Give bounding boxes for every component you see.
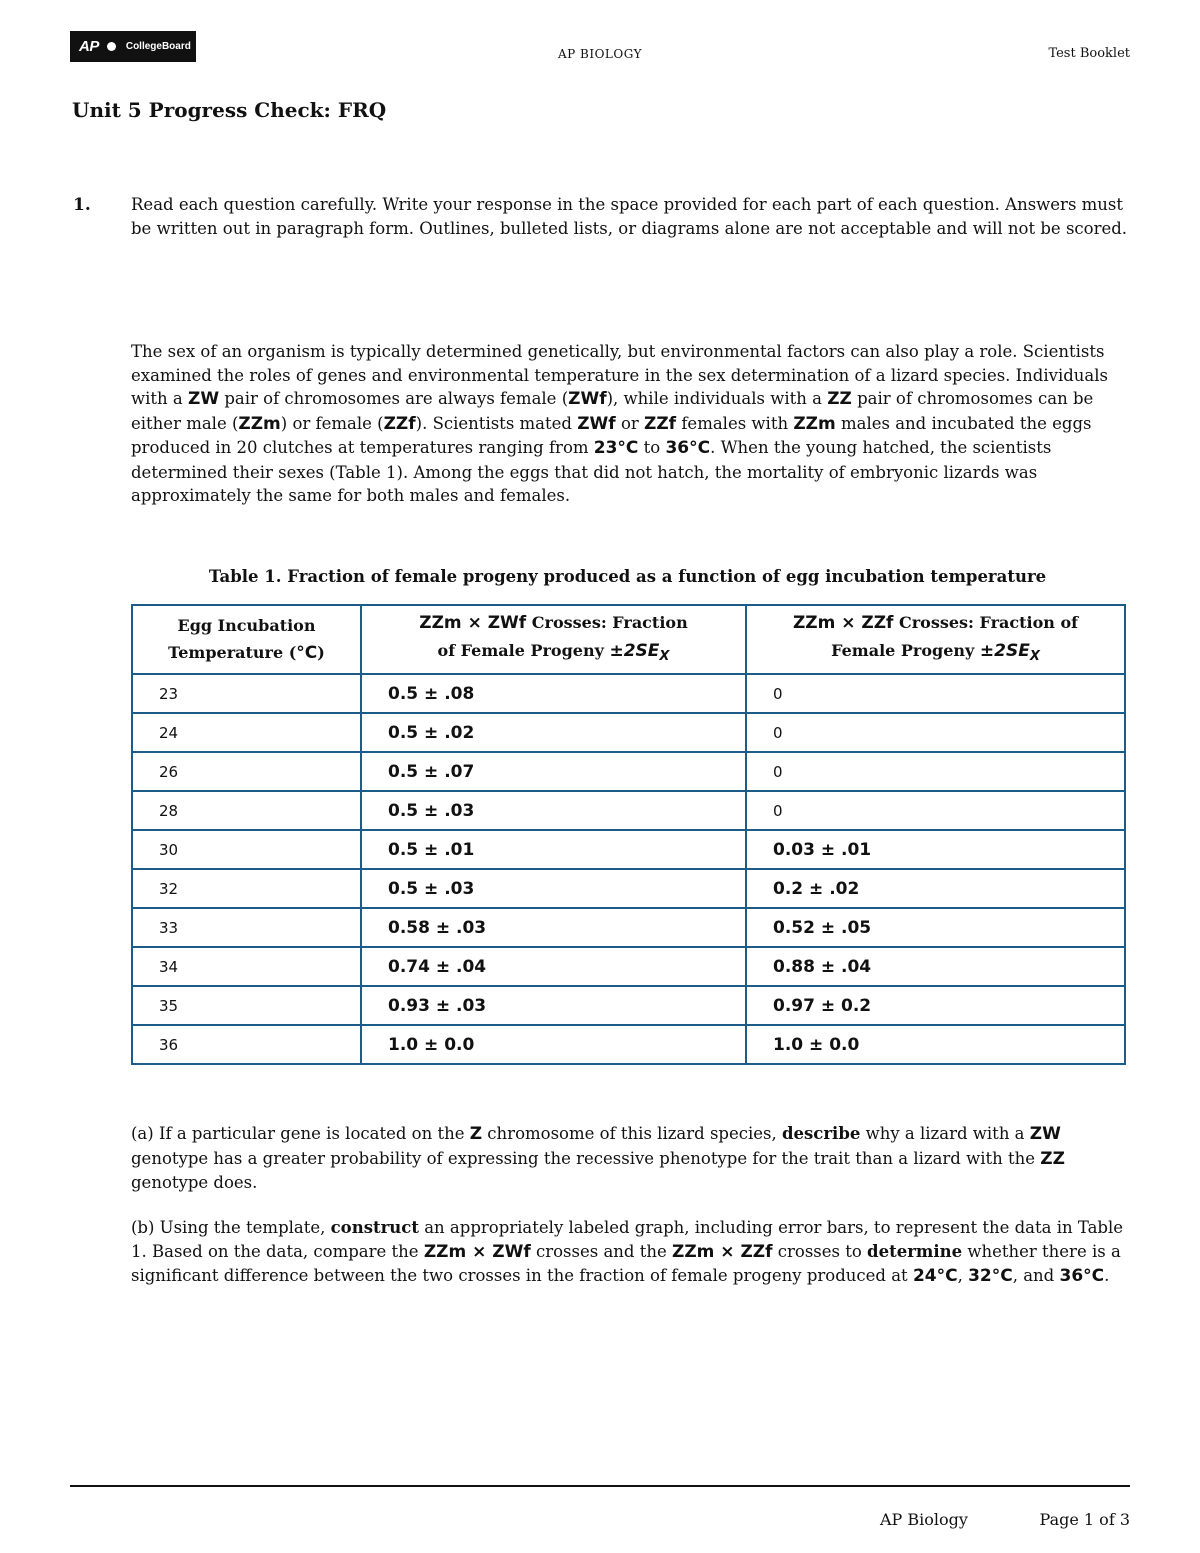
footer-divider: [70, 1485, 1130, 1487]
cross-zzm-zwf: ZZm × ZWf: [423, 1241, 531, 1262]
ap-logo-text: AP: [79, 38, 99, 55]
brand-text: CollegeBoard: [125, 41, 191, 52]
table-row: 24 0.5 ± .02 0: [132, 713, 1125, 752]
header-zzm-zzf: ZZm × ZZf Crosses: Fraction of Female Progeny $\pm 2SE_X$: [746, 605, 1125, 674]
table-row: 36 1.0 ± 0.0 1.0 ± 0.0: [132, 1025, 1125, 1064]
cross-zzm-zzf: ZZm × ZZf: [672, 1241, 773, 1262]
table-row: 26 0.5 ± .07 0: [132, 752, 1125, 791]
chromosome-z: Z: [469, 1124, 483, 1144]
table-row: 32 0.5 ± .03 0.2 ± .02: [132, 869, 1125, 908]
task-verb-determine: determine: [867, 1241, 963, 1261]
genotype-zwf: ZWf: [568, 389, 607, 409]
genotype-zzm: ZZm: [793, 413, 836, 434]
temperature-36: 36°C: [665, 438, 711, 458]
task-verb-describe: describe: [781, 1124, 861, 1143]
table-header-row: [132, 605, 1125, 674]
temperature-24: 24°C: [912, 1266, 958, 1286]
table-row: 30 0.5 ± .01 0.03 ± .01: [132, 830, 1125, 869]
genotype-zzf: ZZf: [644, 413, 677, 434]
header-subject: AP BIOLOGY: [557, 47, 643, 61]
table-row: 35 0.93 ± .03 0.97 ± 0.2: [132, 986, 1125, 1025]
table-row: 33 0.58 ± .03 0.52 ± .05: [132, 908, 1125, 947]
header-booklet-label: Test Booklet: [1048, 46, 1130, 61]
page-number: Page 1 of 3: [1039, 1510, 1130, 1529]
intro-paragraph: The sex of an organism is typically determined genetically, but environmental factors can also play a role. Scientists examined the roles of genes and environmental temperature in the sex determination of a lizard species. Individuals with a ZW pair of chromosomes are always female (ZWf), while individuals with a ZZ pair of chromosomes can be either male (ZZm) or female (ZZf). Scientists mated ZWf or ZZf females with ZZm males and incubated the eggs produced in 20 clutches at temperatures ranging from 23°C to 36°C. When the young hatched, the scientists determined their sexes (Table 1). Among the eggs that did not hatch, the mortality of embryonic lizards was approximately the same for both males and females.: [131, 342, 1109, 505]
temperature-32: 32°C: [968, 1266, 1013, 1286]
genotype-zwf: ZWf: [577, 413, 616, 434]
genotype-zzf: ZZf: [383, 413, 416, 434]
temperature-36: 36°C: [1059, 1266, 1105, 1286]
temperature-23: 23°C: [593, 438, 639, 458]
question-number: 1.: [73, 195, 91, 215]
table-row: 34 0.74 ± .04 0.88 ± .04: [132, 947, 1125, 986]
header-temperature: Egg Incubation Temperature (°C): [132, 605, 361, 674]
part-a-question: (a) If a particular gene is located on the Z chromosome of this lizard species, describe why a lizard with a ZW genotype has a greater probability of expressing the recessive phenotype for the trait than a lizard with the ZZ genotype does.: [131, 1124, 1065, 1192]
genotype-zz: ZZ: [827, 389, 852, 409]
table-row: 23 0.5 ± .08 0: [132, 674, 1125, 713]
genotype-zzm: ZZm: [238, 413, 281, 434]
genotype-zw: ZW: [188, 389, 220, 409]
task-verb-construct: construct: [330, 1218, 419, 1237]
table-title: Table 1. Fraction of female progeny produced as a function of egg incubation temperature: [208, 567, 1047, 586]
footer-subject: AP Biology: [880, 1510, 968, 1529]
data-table: [131, 604, 1126, 1065]
genotype-zw: ZW: [1029, 1124, 1061, 1144]
instructions-paragraph: Read each question carefully. Write your response in the space provided for each part of each question. Answers must be written out in paragraph form. Outlines, bulleted lists, or diagrams alone are not acceptable and will not be scored.: [131, 195, 1128, 238]
page-title: Unit 5 Progress Check: FRQ: [72, 98, 387, 122]
genotype-zz: ZZ: [1040, 1148, 1065, 1169]
part-b-question: (b) Using the template, construct an appropriately labeled graph, including error bars, to represent the data in Table 1. Based on the data, compare the ZZm × ZWf crosses and the ZZm × ZZf crosses to determine whether there is a significant difference between the two crosses in the fraction of female progeny produced at 24°C, 32°C, and 36°C.: [131, 1218, 1124, 1286]
header-zzm-zwf: ZZm × ZWf Crosses: Fraction of Female Progeny $\pm 2SE_X$: [361, 605, 746, 674]
table-row: 28 0.5 ± .03 0: [132, 791, 1125, 830]
